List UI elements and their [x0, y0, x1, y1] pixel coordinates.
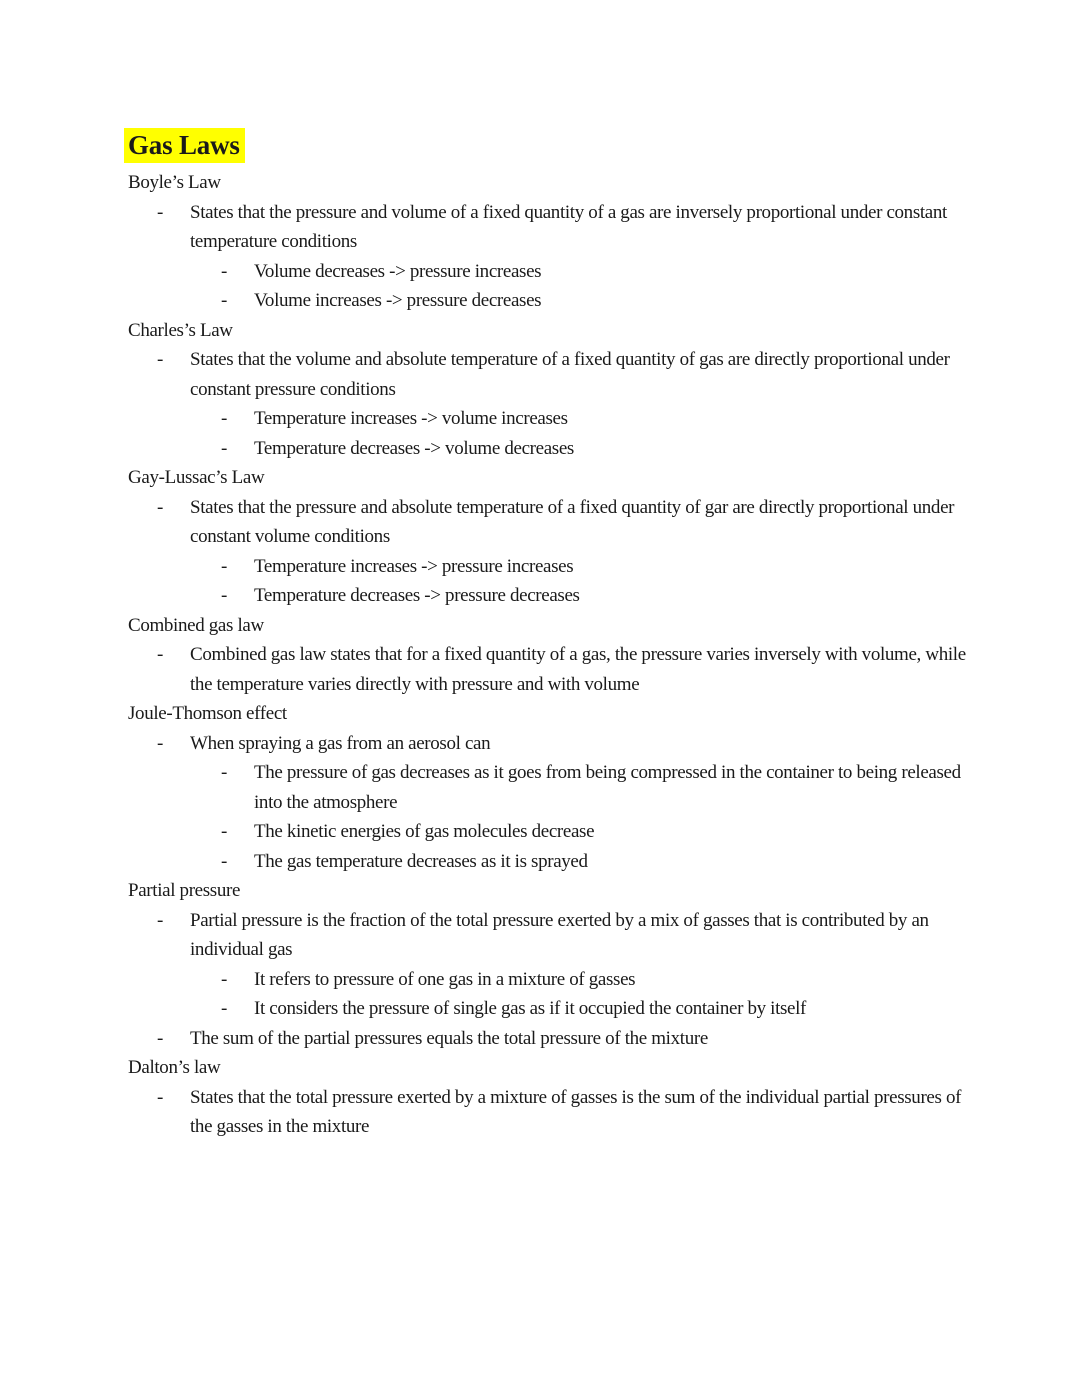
list-item: [128, 847, 972, 877]
section: [128, 1053, 972, 1142]
section-heading: Joule-Thomson effect: [128, 703, 287, 724]
section-heading: Partial pressure: [128, 880, 241, 901]
dash-bullet: -: [157, 644, 163, 665]
section-items: [128, 906, 972, 1054]
list-item: [128, 1083, 972, 1142]
list-item: [128, 198, 972, 257]
list-item: [128, 286, 972, 316]
dash-bullet: -: [221, 408, 227, 429]
item-text: The kinetic energies of gas molecules decrease: [254, 821, 595, 842]
item-text: It considers the pressure of single gas as if it occupied the container by itself: [254, 998, 807, 1019]
section: [128, 463, 972, 611]
section-heading: Dalton’s law: [128, 1057, 221, 1078]
list-item: [128, 640, 972, 699]
item-text: States that the volume and absolute temperature of a fixed quantity of gas are directly proportional under constant pressure conditions: [190, 349, 950, 400]
section-heading: Gay-Lussac’s Law: [128, 467, 265, 488]
list-item: [128, 994, 972, 1024]
list-item: [128, 404, 972, 434]
item-text: It refers to pressure of one gas in a mixture of gasses: [254, 968, 636, 990]
section-items: [128, 1083, 972, 1142]
item-text: Volume decreases -> pressure increases: [254, 260, 542, 282]
title-row: [128, 128, 972, 168]
item-text: Temperature increases -> pressure increases: [254, 555, 574, 577]
sections: [128, 168, 972, 1142]
section-items: [128, 729, 972, 877]
dash-bullet: -: [221, 968, 227, 990]
item-text: Partial pressure is the fraction of the total pressure exerted by a mix of gasses that is contributed by an individual gas: [190, 909, 929, 960]
dash-bullet: -: [221, 260, 227, 282]
list-item: [128, 729, 972, 759]
dash-bullet: -: [221, 555, 227, 577]
list-item: [128, 581, 972, 611]
list-item: [128, 434, 972, 464]
item-text: The pressure of gas decreases as it goes from being compressed in the container to being released into the atmosphere: [254, 762, 961, 813]
section: [128, 699, 972, 876]
item-text: Temperature increases -> volume increases: [254, 408, 568, 429]
item-text: States that the total pressure exerted by a mixture of gasses is the sum of the individual partial pressures of the gasses in the mixture: [190, 1086, 962, 1137]
dash-bullet: -: [221, 585, 227, 606]
section: [128, 168, 972, 316]
list-item: [128, 493, 972, 552]
dash-bullet: -: [221, 998, 227, 1019]
dash-bullet: -: [157, 909, 163, 931]
dash-bullet: -: [221, 762, 227, 783]
dash-bullet: -: [157, 1027, 163, 1049]
section: [128, 876, 972, 1053]
item-text: Volume increases -> pressure decreases: [254, 290, 542, 311]
item-text: Temperature decreases -> volume decreases: [254, 437, 574, 459]
section-heading: Combined gas law: [128, 614, 264, 636]
section-items: [128, 198, 972, 316]
section-items: [128, 493, 972, 611]
dash-bullet: -: [157, 496, 163, 518]
dash-bullet: -: [221, 437, 227, 459]
dash-bullet: -: [157, 732, 163, 754]
item-text: When spraying a gas from an aerosol can: [190, 732, 491, 754]
page-title: Gas Laws: [124, 128, 245, 163]
dash-bullet: -: [221, 850, 227, 872]
section: [128, 316, 972, 464]
item-text: States that the pressure and volume of a fixed quantity of a gas are inversely proportional under constant temperature conditions: [190, 201, 947, 252]
list-item: [128, 965, 972, 995]
section-items: [128, 345, 972, 463]
item-text: States that the pressure and absolute temperature of a fixed quantity of gar are directly proportional under constant volume conditions: [190, 496, 955, 547]
list-item: [128, 817, 972, 847]
document-page: [128, 128, 972, 1142]
dash-bullet: -: [221, 290, 227, 311]
item-text: The gas temperature decreases as it is sprayed: [254, 850, 588, 872]
section-items: [128, 640, 972, 699]
section: [128, 611, 972, 700]
list-item: [128, 758, 972, 817]
dash-bullet: -: [157, 349, 163, 370]
item-text: The sum of the partial pressures equals the total pressure of the mixture: [190, 1027, 708, 1049]
list-item: [128, 906, 972, 965]
section-heading: Charles’s Law: [128, 319, 233, 341]
dash-bullet: -: [157, 1086, 163, 1108]
item-text: Temperature decreases -> pressure decreases: [254, 585, 580, 606]
list-item: [128, 257, 972, 287]
list-item: [128, 1024, 972, 1054]
dash-bullet: -: [157, 201, 163, 223]
list-item: [128, 345, 972, 404]
dash-bullet: -: [221, 821, 227, 842]
section-heading: Boyle’s Law: [128, 172, 221, 193]
list-item: [128, 552, 972, 582]
item-text: Combined gas law states that for a fixed quantity of a gas, the pressure varies inversely with volume, while the temperature varies directly with pressure and with volume: [190, 644, 966, 695]
